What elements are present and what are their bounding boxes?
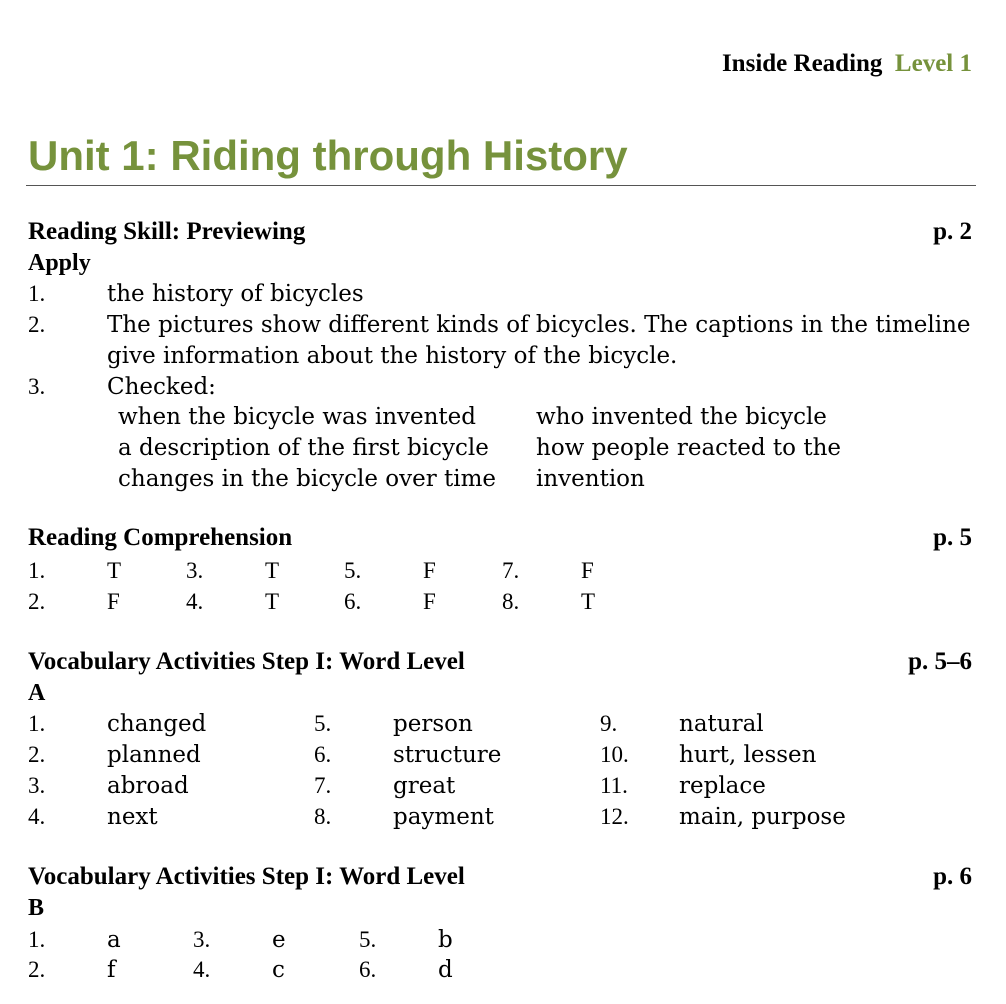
- match-number: 1.: [28, 927, 46, 952]
- answer-number: 7.: [502, 558, 520, 583]
- answer-number: 5.: [344, 558, 362, 583]
- vocab-number: 12.: [600, 804, 629, 829]
- vocab-word: structure: [393, 742, 502, 768]
- item-text: The pictures show different kinds of bicycles. The captions in the timeline: [107, 312, 971, 338]
- vocab-b-page: p. 6: [933, 863, 972, 890]
- match-number: 3.: [193, 927, 211, 952]
- item-text: the history of bicycles: [107, 281, 364, 307]
- item-number: 3.: [28, 374, 46, 399]
- answer-number: 6.: [344, 589, 362, 614]
- unit-title: Unit 1: Riding through History: [28, 132, 628, 179]
- checked-item: how people reacted to the: [536, 435, 841, 461]
- vocab-word: payment: [393, 804, 494, 830]
- vocab-word: changed: [107, 711, 207, 737]
- item-number: 1.: [28, 281, 46, 306]
- match-letter: d: [438, 957, 453, 983]
- vocab-word: next: [107, 804, 158, 830]
- answer-number: 1.: [28, 558, 46, 583]
- vocab-word: natural: [679, 711, 764, 737]
- vocab-number: 1.: [28, 711, 46, 736]
- answer-value: T: [581, 589, 596, 614]
- answer-number: 3.: [186, 558, 204, 583]
- match-number: 4.: [193, 957, 211, 982]
- match-letter: b: [438, 927, 453, 953]
- item-text: give information about the history of the bicycle.: [107, 343, 678, 369]
- vocab-b-heading: Vocabulary Activities Step I: Word Level: [28, 863, 465, 890]
- match-letter: a: [107, 927, 121, 953]
- match-number: 2.: [28, 957, 46, 982]
- vocab-word: person: [393, 711, 473, 737]
- answer-value: F: [423, 589, 436, 614]
- previewing-heading: Reading Skill: Previewing: [28, 218, 306, 245]
- checked-item: who invented the bicycle: [536, 404, 827, 430]
- book-level: Level 1: [894, 50, 972, 77]
- checked-item: when the bicycle was invented: [118, 404, 477, 430]
- answer-number: 2.: [28, 589, 46, 614]
- answer-value: T: [107, 558, 122, 583]
- answer-value: T: [265, 558, 280, 583]
- vocab-number: 8.: [314, 804, 332, 829]
- vocab-number: 2.: [28, 742, 46, 767]
- match-letter: f: [107, 957, 116, 983]
- vocab-number: 9.: [600, 711, 618, 736]
- checked-item: invention: [536, 466, 645, 492]
- vocab-number: 7.: [314, 773, 332, 798]
- match-number: 6.: [359, 957, 377, 982]
- vocab-number: 11.: [600, 773, 628, 798]
- vocab-word: planned: [107, 742, 201, 768]
- checked-item: changes in the bicycle over time: [118, 466, 497, 492]
- answer-number: 8.: [502, 589, 520, 614]
- vocab-number: 5.: [314, 711, 332, 736]
- checked-item: a description of the first bicycle: [118, 435, 489, 461]
- vocab-number: 6.: [314, 742, 332, 767]
- vocab-word: abroad: [107, 773, 189, 799]
- answer-value: F: [107, 589, 120, 614]
- match-letter: e: [272, 927, 286, 953]
- book-title: Inside Reading: [721, 50, 883, 77]
- answer-value: F: [423, 558, 436, 583]
- vocab-word: hurt, lessen: [679, 742, 817, 768]
- vocab-number: 10.: [600, 742, 629, 767]
- comprehension-page: p. 5: [933, 524, 972, 551]
- answer-value: T: [265, 589, 280, 614]
- previewing-page: p. 2: [933, 218, 972, 245]
- item-text: Checked:: [107, 374, 216, 400]
- vocab-b-subheading: B: [28, 895, 45, 921]
- match-number: 5.: [359, 927, 377, 952]
- book-header: [722, 50, 972, 78]
- vocab-number: 3.: [28, 773, 46, 798]
- vocab-a-heading: Vocabulary Activities Step I: Word Level: [28, 648, 465, 675]
- answer-number: 4.: [186, 589, 204, 614]
- vocab-a-subheading: A: [28, 680, 46, 706]
- vocab-word: main, purpose: [679, 804, 846, 830]
- vocab-a-page: p. 5–6: [908, 648, 972, 675]
- apply-subheading: Apply: [28, 250, 91, 276]
- comprehension-heading: Reading Comprehension: [28, 524, 293, 551]
- match-letter: c: [272, 957, 285, 983]
- vocab-word: great: [393, 773, 456, 799]
- item-number: 2.: [28, 312, 46, 337]
- title-divider: [26, 185, 976, 186]
- vocab-number: 4.: [28, 804, 46, 829]
- vocab-word: replace: [679, 773, 766, 799]
- answer-value: F: [581, 558, 594, 583]
